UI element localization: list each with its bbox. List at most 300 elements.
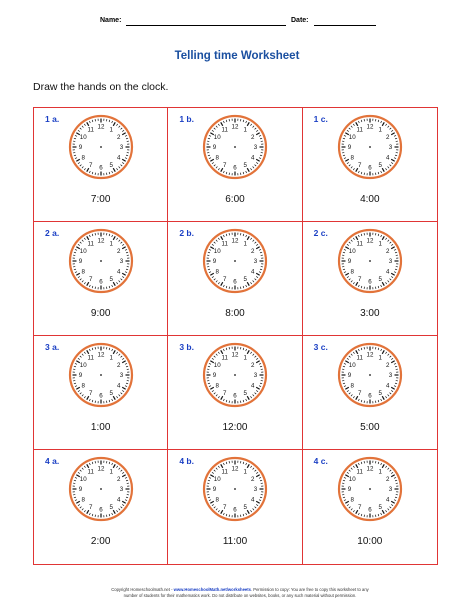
clock-numeral: 8: [215, 496, 220, 504]
hour-tick: [122, 247, 125, 249]
clock-numeral: 11: [356, 240, 363, 248]
minute-tick: [358, 513, 359, 515]
minute-tick: [395, 480, 397, 481]
minute-tick: [89, 513, 90, 515]
minute-tick: [394, 158, 396, 159]
minute-tick: [125, 363, 127, 364]
clock-center: [100, 146, 102, 148]
hour-tick: [257, 273, 260, 275]
problem-label: 1 c.: [313, 114, 328, 124]
minute-tick: [378, 120, 379, 122]
minute-tick: [121, 242, 123, 243]
minute-tick: [116, 510, 117, 512]
hour-tick: [257, 361, 260, 363]
minute-tick: [243, 462, 244, 464]
problem-time: 2:00: [90, 536, 111, 547]
hour-tick: [113, 282, 115, 285]
minute-tick: [358, 349, 359, 351]
clock-numeral: 8: [215, 268, 220, 276]
minute-tick: [255, 165, 257, 166]
clock-numeral: 7: [223, 161, 227, 169]
minute-tick: [246, 399, 247, 401]
minute-tick: [208, 366, 210, 367]
hour-tick: [113, 236, 115, 239]
clock-numeral: 1: [243, 240, 248, 248]
clock-face[interactable]: [67, 455, 135, 523]
problem-label: 1 b.: [179, 114, 194, 124]
minute-tick: [253, 509, 254, 511]
minute-tick: [391, 504, 393, 505]
minute-tick: [208, 269, 210, 270]
minute-tick: [387, 468, 388, 470]
clock-numeral: 10: [348, 361, 356, 369]
hour-tick: [391, 501, 394, 503]
minute-tick: [344, 477, 346, 478]
clock-numeral: 4: [385, 382, 390, 390]
minute-tick: [394, 135, 396, 136]
minute-tick: [80, 393, 82, 394]
minute-tick: [125, 249, 127, 250]
minute-tick: [358, 399, 359, 401]
minute-tick: [78, 472, 80, 473]
minute-tick: [385, 238, 386, 240]
hour-tick: [87, 350, 89, 353]
hour-tick: [391, 361, 394, 363]
clock-numeral: 12: [231, 237, 239, 245]
minute-tick: [394, 386, 396, 387]
footer-link[interactable]: www.HomeschoolMath.net/worksheets: [173, 587, 251, 592]
minute-tick: [389, 128, 391, 129]
minute-tick: [255, 356, 257, 357]
minute-tick: [116, 282, 117, 284]
clock-numeral: 4: [385, 154, 390, 162]
minute-tick: [347, 358, 349, 359]
problem-cell: [303, 108, 437, 222]
clock-numeral: 9: [347, 486, 351, 494]
hour-tick: [391, 273, 394, 275]
hour-tick: [355, 350, 357, 353]
problem-time: 1:00: [90, 422, 111, 433]
problem-label: 4 c.: [313, 456, 328, 466]
date-label: Date:: [291, 17, 309, 24]
problem-label: 3 a.: [45, 342, 60, 352]
minute-tick: [395, 497, 397, 498]
hour-tick: [221, 464, 223, 467]
minute-tick: [74, 155, 76, 156]
minute-tick: [380, 285, 381, 287]
minute-tick: [227, 462, 228, 464]
hour-tick: [257, 387, 260, 389]
minute-tick: [378, 172, 379, 174]
hour-tick: [221, 350, 223, 353]
name-field-line[interactable]: [126, 25, 286, 26]
minute-tick: [391, 162, 393, 163]
clock-center: [100, 260, 102, 262]
clock-numeral: 12: [231, 351, 239, 359]
hour-tick: [345, 273, 348, 275]
problem-label: 4 a.: [45, 456, 60, 466]
minute-tick: [259, 386, 261, 387]
minute-tick: [82, 509, 83, 511]
clock-center: [369, 260, 371, 262]
minute-tick: [92, 514, 93, 516]
minute-tick: [122, 472, 124, 473]
hour-tick: [122, 361, 125, 363]
clock-numeral: 1: [109, 240, 113, 248]
minute-tick: [347, 472, 349, 473]
minute-tick: [257, 244, 259, 245]
minute-tick: [92, 172, 93, 174]
hour-tick: [391, 387, 394, 389]
minute-tick: [109, 400, 110, 402]
minute-tick: [251, 282, 252, 284]
clock-numeral: 7: [223, 503, 227, 511]
minute-tick: [348, 507, 350, 508]
minute-tick: [209, 477, 211, 478]
minute-tick: [255, 279, 257, 280]
minute-tick: [361, 172, 362, 174]
minute-tick: [119, 395, 120, 397]
clock-numeral: 9: [347, 144, 351, 152]
minute-tick: [208, 138, 210, 139]
clock-numeral: 8: [350, 382, 354, 390]
minute-tick: [75, 363, 77, 364]
clock-face[interactable]: [67, 341, 135, 409]
hour-tick: [113, 350, 115, 353]
date-field-line[interactable]: [314, 25, 376, 26]
minute-tick: [260, 497, 262, 498]
clock-numeral: 4: [117, 154, 121, 162]
minute-tick: [344, 272, 346, 273]
minute-tick: [216, 354, 217, 356]
clock-numeral: 10: [79, 475, 87, 483]
minute-tick: [116, 396, 117, 398]
minute-tick: [89, 121, 90, 123]
clock-numeral: 6: [367, 278, 372, 286]
minute-tick: [112, 171, 113, 173]
clock-numeral: 6: [99, 392, 103, 400]
clock-numeral: 8: [215, 382, 220, 390]
clock-numeral: 7: [223, 275, 227, 283]
minute-tick: [348, 279, 350, 280]
minute-tick: [389, 279, 391, 280]
minute-tick: [243, 234, 244, 236]
clock-numeral: 1: [109, 468, 113, 476]
clock-face[interactable]: [201, 455, 269, 523]
clock-numeral: 10: [79, 361, 87, 369]
minute-tick: [351, 468, 352, 470]
problem-time: 3:00: [360, 308, 380, 319]
problem-label: 2 b.: [179, 228, 194, 238]
clock-face[interactable]: [201, 113, 269, 181]
clock-numeral: 7: [89, 389, 93, 397]
minute-tick: [214, 128, 216, 129]
clock-numeral: 1: [243, 126, 248, 134]
minute-tick: [219, 352, 220, 354]
minute-tick: [74, 366, 76, 367]
clock-numeral: 8: [81, 382, 85, 390]
clock-numeral: 7: [357, 503, 362, 511]
minute-tick: [391, 130, 393, 131]
minute-tick: [251, 238, 252, 240]
hour-tick: [211, 159, 214, 161]
clock-numeral: 6: [99, 278, 103, 286]
minute-tick: [227, 514, 228, 516]
minute-tick: [246, 285, 247, 287]
minute-tick: [121, 128, 123, 129]
minute-tick: [209, 386, 211, 387]
minute-tick: [257, 276, 259, 277]
minute-tick: [224, 121, 225, 123]
clock-numeral: 9: [213, 258, 217, 266]
minute-tick: [385, 510, 386, 512]
problem-label: 3 b.: [179, 342, 194, 352]
minute-tick: [385, 466, 386, 468]
minute-tick: [212, 472, 214, 473]
problem-cell: [34, 336, 168, 450]
clock-numeral: 2: [385, 247, 390, 255]
minute-tick: [219, 510, 220, 512]
minute-tick: [92, 400, 93, 402]
hour-tick: [122, 501, 125, 503]
minute-tick: [395, 252, 397, 253]
clock-numeral: 2: [251, 247, 255, 255]
minute-tick: [389, 507, 391, 508]
clock-numeral: 3: [119, 372, 124, 380]
minute-tick: [219, 168, 220, 170]
minute-tick: [109, 514, 110, 516]
minute-tick: [92, 462, 93, 464]
hour-tick: [382, 350, 384, 353]
clock-numeral: 9: [213, 486, 217, 494]
minute-tick: [243, 120, 244, 122]
clock-numeral: 5: [109, 161, 113, 169]
clock-numeral: 5: [378, 503, 382, 511]
clock-numeral: 7: [89, 503, 93, 511]
minute-tick: [347, 130, 349, 131]
clock-numeral: 3: [119, 258, 124, 266]
minute-tick: [214, 356, 216, 357]
minute-tick: [243, 286, 244, 288]
problem-cell: [168, 108, 302, 222]
clock-numeral: 12: [366, 351, 374, 359]
minute-tick: [260, 138, 262, 139]
minute-tick: [358, 235, 359, 237]
minute-tick: [216, 126, 217, 128]
hour-tick: [122, 475, 125, 477]
clock-numeral: 3: [119, 144, 124, 152]
clock-numeral: 10: [79, 247, 87, 255]
hour-tick: [113, 464, 115, 467]
problem-time: 5:00: [360, 422, 380, 433]
hour-tick: [248, 122, 250, 125]
minute-tick: [209, 500, 211, 501]
clock-numeral: 1: [243, 468, 248, 476]
minute-tick: [74, 497, 76, 498]
hour-tick: [248, 168, 250, 171]
hour-tick: [248, 282, 250, 285]
clock-face[interactable]: [67, 227, 135, 295]
clock-face[interactable]: [336, 341, 404, 409]
minute-tick: [347, 276, 349, 277]
clock-numeral: 3: [119, 486, 124, 494]
hour-tick: [382, 396, 384, 399]
clock-numeral: 11: [356, 468, 363, 476]
minute-tick: [216, 395, 217, 397]
minute-tick: [246, 349, 247, 351]
minute-tick: [214, 279, 216, 280]
worksheet-title: Telling time Worksheet: [174, 50, 300, 62]
minute-tick: [243, 172, 244, 174]
minute-tick: [353, 124, 354, 126]
minute-tick: [109, 286, 110, 288]
minute-tick: [89, 171, 90, 173]
minute-tick: [361, 514, 362, 516]
minute-tick: [343, 138, 345, 139]
clock-numeral: 8: [81, 496, 85, 504]
clock-face[interactable]: [336, 455, 404, 523]
clock-numeral: 1: [243, 354, 248, 362]
minute-tick: [121, 279, 123, 280]
minute-tick: [385, 282, 386, 284]
minute-tick: [216, 167, 217, 169]
minute-tick: [84, 466, 85, 468]
minute-tick: [75, 500, 77, 501]
minute-tick: [84, 510, 85, 512]
minute-tick: [385, 168, 386, 170]
clock-numeral: 2: [117, 247, 121, 255]
clock-numeral: 3: [254, 372, 258, 380]
minute-tick: [126, 366, 128, 367]
minute-tick: [214, 242, 216, 243]
clock-problem-grid: [33, 107, 438, 565]
hour-tick: [248, 236, 250, 239]
clock-numeral: 6: [233, 506, 238, 514]
minute-tick: [214, 393, 216, 394]
clock-numeral: 6: [233, 278, 238, 286]
clock-numeral: 5: [109, 389, 113, 397]
hour-tick: [248, 350, 250, 353]
minute-tick: [347, 390, 349, 391]
minute-tick: [75, 386, 77, 387]
minute-tick: [212, 130, 214, 131]
clock-numeral: 2: [385, 133, 390, 141]
clock-numeral: 4: [251, 496, 255, 504]
minute-tick: [224, 463, 225, 465]
minute-tick: [216, 468, 217, 470]
minute-tick: [348, 242, 350, 243]
minute-tick: [351, 126, 352, 128]
clock-numeral: 2: [117, 361, 121, 369]
clock-numeral: 12: [231, 465, 239, 473]
minute-tick: [212, 276, 214, 277]
minute-tick: [126, 138, 128, 139]
clock-face[interactable]: [67, 113, 135, 181]
hour-tick: [76, 159, 79, 161]
clock-face[interactable]: [336, 113, 404, 181]
minute-tick: [219, 396, 220, 398]
clock-face[interactable]: [201, 341, 269, 409]
clock-numeral: 2: [251, 361, 255, 369]
minute-tick: [116, 352, 117, 354]
clock-numeral: 5: [378, 389, 382, 397]
problem-time: 4:00: [360, 194, 380, 205]
hour-tick: [382, 464, 384, 467]
clock-numeral: 4: [385, 268, 390, 276]
minute-tick: [246, 513, 247, 515]
minute-tick: [224, 349, 225, 351]
minute-tick: [119, 281, 120, 283]
minute-tick: [125, 272, 127, 273]
worksheet-header: [0, 14, 474, 28]
minute-tick: [92, 120, 93, 122]
minute-tick: [78, 276, 80, 277]
minute-tick: [358, 463, 359, 465]
clock-numeral: 6: [99, 506, 103, 514]
minute-tick: [78, 358, 80, 359]
clock-center: [234, 260, 236, 262]
minute-tick: [109, 234, 110, 236]
minute-tick: [260, 480, 262, 481]
minute-tick: [243, 400, 244, 402]
minute-tick: [122, 244, 124, 245]
minute-tick: [78, 504, 80, 505]
minute-tick: [255, 128, 257, 129]
problem-time: 8:00: [225, 308, 245, 319]
minute-tick: [119, 126, 120, 128]
minute-tick: [246, 235, 247, 237]
minute-tick: [378, 234, 379, 236]
hour-tick: [257, 133, 260, 135]
minute-tick: [353, 466, 354, 468]
minute-tick: [385, 396, 386, 398]
clock-numeral: 10: [214, 361, 222, 369]
minute-tick: [121, 165, 123, 166]
minute-tick: [227, 400, 228, 402]
hour-tick: [248, 510, 250, 513]
clock-numeral: 1: [109, 354, 113, 362]
clock-center: [369, 488, 371, 490]
clock-numeral: 8: [81, 268, 85, 276]
minute-tick: [351, 354, 352, 356]
minute-tick: [343, 269, 345, 270]
problem-label: 1 a.: [45, 114, 60, 124]
hour-tick: [113, 168, 115, 171]
minute-tick: [80, 128, 82, 129]
minute-tick: [394, 500, 396, 501]
minute-tick: [260, 252, 262, 253]
clock-face[interactable]: [336, 227, 404, 295]
clock-numeral: 12: [97, 237, 105, 245]
minute-tick: [380, 463, 381, 465]
clock-face[interactable]: [201, 227, 269, 295]
hour-tick: [113, 510, 115, 513]
hour-tick: [122, 273, 125, 275]
minute-tick: [89, 349, 90, 351]
clock-numeral: 7: [89, 161, 93, 169]
hour-tick: [87, 122, 89, 125]
minute-tick: [209, 158, 211, 159]
minute-tick: [122, 504, 124, 505]
footer-line-2: number of students for their mathematics work. Do not distribute on websites, books, or any such material without permission.: [123, 593, 357, 598]
minute-tick: [125, 158, 127, 159]
name-label: Name:: [100, 17, 122, 24]
clock-numeral: 3: [254, 258, 258, 266]
minute-tick: [348, 393, 350, 394]
clock-numeral: 7: [357, 161, 362, 169]
minute-tick: [391, 276, 393, 277]
clock-numeral: 9: [213, 144, 217, 152]
